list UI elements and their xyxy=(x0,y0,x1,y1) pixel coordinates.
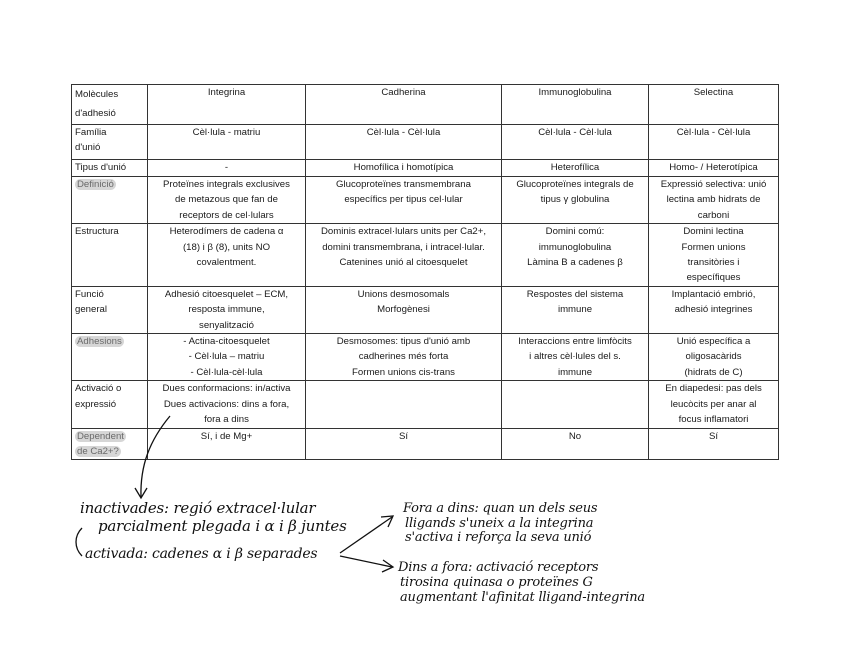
cell-line: Formen unions cis-trans xyxy=(352,366,455,378)
note-inside-out-line-3: augmentant l'afinitat lligand-integrina xyxy=(400,590,645,605)
cell-line: Dues conformacions: in/activa xyxy=(162,383,291,395)
note-outside-in-line-3: s'activa i reforça la seva unió xyxy=(405,530,592,545)
cell-line: de metazous que fan de xyxy=(175,194,278,206)
cell-line: Proteïnes integrals exclusives xyxy=(163,179,290,190)
cell-line: tipus γ globulina xyxy=(540,194,610,206)
cell-line: oligosacàrids xyxy=(685,351,742,363)
cell-line: Dues activacions: dins a fora, xyxy=(163,398,290,410)
cell-line: - Actina-citoesquelet xyxy=(183,336,270,348)
cell-line: Làmina B a cadenes β xyxy=(527,257,623,269)
cell-line: Glucoproteïnes integrals de xyxy=(516,179,634,190)
cell-line: Homo- / Heterotípica xyxy=(669,162,758,173)
cell-line: Cèl·lula - Cèl·lula xyxy=(538,127,612,138)
cell-line: leucòcits per anar al xyxy=(670,398,757,410)
note-inactive-line-1: inactivades: regió extracel·lular xyxy=(80,499,316,517)
row-label-line: d'unió xyxy=(75,142,101,154)
note-outside-in-line-2: lligands s'uneix a la integrina xyxy=(405,516,594,531)
row-label-line: Funció xyxy=(75,288,104,300)
cell-line: senyalització xyxy=(199,319,254,331)
column-header-label: Integrina xyxy=(207,87,246,98)
cell-line: covalentment. xyxy=(196,257,257,269)
cell-line: Domini comú: xyxy=(545,226,605,238)
cell-line: receptors de cel·lulars xyxy=(179,209,274,221)
cell-line: Dominis extracel·lulars units per Ca2+, xyxy=(320,226,487,238)
cell-line: Glucoproteïnes transmembrana xyxy=(336,179,471,190)
highlighted-label: Adhesions xyxy=(77,336,122,348)
row-label-line: Tipus d'unió xyxy=(75,162,127,173)
cell-line: transitòries i xyxy=(687,257,740,269)
cell-line: Adhesió citoesquelet – ECM, xyxy=(164,288,289,300)
column-header-label: Molècules d'adhesió xyxy=(75,89,119,119)
row-label-line: Estructura xyxy=(75,226,119,238)
cell-line: focus inflamatori xyxy=(678,414,749,426)
cell-line: específics per tipus cel·lular xyxy=(344,194,463,206)
cell-line: Homofílica i homotípica xyxy=(353,162,454,173)
cell-line: - Cèl·lula – matriu xyxy=(188,351,265,363)
column-header-label: Immunoglobulina xyxy=(538,87,612,98)
cell-line: (18) i β (8), units NO xyxy=(182,241,271,253)
highlighted-label: Definició xyxy=(77,179,114,190)
cell-line: adhesió integrines xyxy=(674,304,753,316)
cell-line: immune xyxy=(557,366,593,378)
cell-line: Sí xyxy=(708,430,719,442)
cell-line: Heterofílica xyxy=(550,162,600,173)
column-header-label: Selectina xyxy=(693,87,734,98)
cell-line: (hidrats de C) xyxy=(684,366,743,378)
cell-line: específiques xyxy=(686,272,741,284)
cell-line: domini transmembrana, i intracel·lular. xyxy=(322,241,485,253)
cell-line: lectina amb hidrats de xyxy=(666,194,761,206)
cell-line: resposta immune, xyxy=(188,304,265,316)
cell-line: Interaccions entre limfòcits xyxy=(518,336,632,348)
highlighted-label: de Ca2+? xyxy=(77,445,119,457)
cell-line: - Cèl·lula-cèl·lula xyxy=(190,366,263,378)
note-active: activada: cadenes α i β separades xyxy=(85,546,318,562)
note-inside-out-line-2: tirosina quinasa o proteïnes G xyxy=(400,575,593,590)
cell-line: Unions desmosomals xyxy=(357,288,450,300)
cell-line: fora a dins xyxy=(204,414,249,426)
cell-line: cadherines més forta xyxy=(358,351,449,363)
cell-line: - xyxy=(224,162,229,173)
row-label-line: Família xyxy=(75,127,107,138)
cell-line: Domini lectina xyxy=(683,226,744,238)
bracket xyxy=(76,528,82,556)
row-label-line: expressió xyxy=(75,398,117,410)
cell-line: Respostes del sistema xyxy=(526,288,624,300)
cell-line: Sí, i de Mg+ xyxy=(200,430,253,442)
cell-line: Morfogènesi xyxy=(377,304,430,316)
cell-line: immunoglobulina xyxy=(538,241,612,253)
cell-line: No xyxy=(568,430,582,442)
row-label-line: Activació o xyxy=(75,383,122,395)
cell-line: En diapedesi: pas dels xyxy=(665,383,762,395)
cell-line: Heterodímers de cadena α xyxy=(169,226,284,238)
cell-line: Catenines unió al citoesquelet xyxy=(339,257,468,269)
arrow-to-activation-cell xyxy=(141,416,170,497)
cell-line: Cèl·lula - matriu xyxy=(192,127,261,138)
cell-line: Cèl·lula - Cèl·lula xyxy=(676,127,751,138)
arrow-to-outside-in xyxy=(340,517,392,553)
cell-line: immune xyxy=(557,304,593,316)
cell-line: Cèl·lula - Cèl·lula xyxy=(366,127,441,138)
column-header-label: Cadherina xyxy=(381,87,426,98)
cell-line: Formen unions xyxy=(681,241,746,253)
cell-line: Sí xyxy=(398,430,409,442)
note-outside-in-line-1: Fora a dins: quan un dels seus xyxy=(403,501,598,516)
cell-line: Unió específica a xyxy=(676,336,751,348)
note-inactive-line-2: parcialment plegada i α i β juntes xyxy=(98,517,347,535)
cell-line: Expressió selectiva: unió xyxy=(660,179,767,190)
cell-line: carboni xyxy=(697,209,730,221)
note-inside-out-line-1: Dins a fora: activació receptors xyxy=(398,560,599,575)
highlighted-label: Dependent xyxy=(77,430,124,442)
row-label-line: general xyxy=(75,304,108,316)
cell-line: i altres cèl·lules del s. xyxy=(529,351,621,363)
cell-line: Implantació embrió, xyxy=(671,288,756,300)
cell-line: Desmosomes: tipus d'unió amb xyxy=(336,336,471,348)
